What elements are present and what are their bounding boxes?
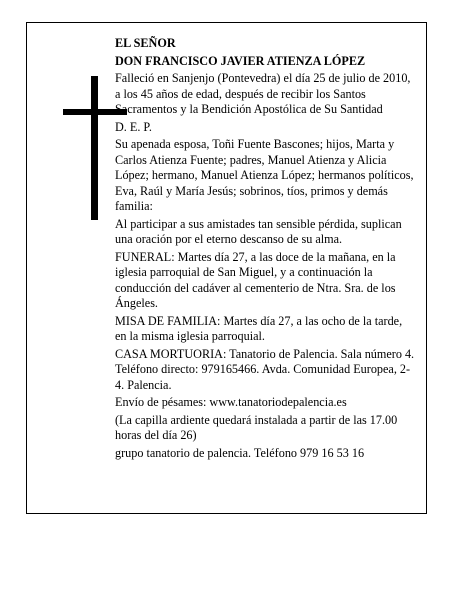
chapel-info: (La capilla ardiente quedará instalada a partir de las 17.00 horas del día 26): [115, 412, 398, 442]
deceased-name: DON FRANCISCO JAVIER ATIENZA LÓPEZ: [115, 53, 366, 68]
condolences-info: Envío de pésames: www.tanatoriodepalencia.es: [115, 395, 347, 409]
obituary-title: EL SEÑOR: [115, 36, 176, 50]
prayer-request: Al participar a sus amistades tan sensible pérdida, suplican una oración por el eterno descanso de su alma.: [115, 216, 402, 246]
death-details: Falleció en Sanjenjo (Pontevedra) el día 25 de julio de 2010, a los 45 años de edad, después de recibir los Santos Sacramentos y la Bendición Apostólica de Su Santidad: [115, 71, 411, 116]
footer-info: grupo tanatorio de palencia. Teléfono 979 16 53 16: [115, 445, 365, 460]
obituary-text: [115, 36, 415, 463]
family-list: Su apenada esposa, Toñi Fuente Bascones; hijos, Marta y Carlos Atienza Fuente; padres, Manuel Atienza y Alicia López; hermano, Manuel Atienza López; hermanos políticos, Eva, Raúl y María Jesús; sobrinos, tíos, primos y demás familia:: [115, 137, 414, 213]
funeral-info: FUNERAL: Martes día 27, a las doce de la mañana, en la iglesia parroquial de San Miguel, y a continuación la conducción del cadáver al cementerio de Ntra. Sra. de los Ángeles.: [115, 249, 396, 310]
cross-vertical-bar: [91, 76, 98, 220]
family-mass-info: MISA DE FAMILIA: Martes día 27, a las ocho de la tarde, en la misma iglesia parroquial.: [115, 313, 403, 343]
dep-line: D. E. P.: [115, 119, 152, 134]
funeral-home-info: CASA MORTUORIA: Tanatorio de Palencia. Sala número 4. Teléfono directo: 979165466. Avda. Comunidad Europea, 2-4. Palencia.: [115, 346, 415, 392]
